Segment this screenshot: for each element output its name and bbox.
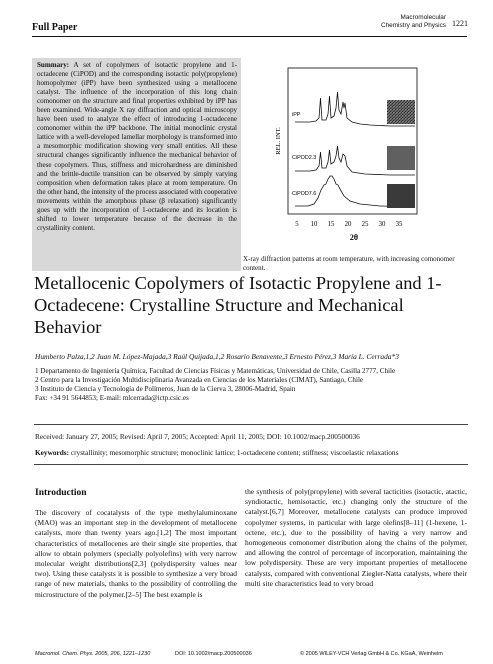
micrograph-ipp bbox=[387, 100, 415, 124]
section-label: Full Paper bbox=[32, 22, 78, 33]
summary bbox=[37, 61, 237, 233]
body-column-right: the synthesis of poly(propylene) with several tacticities (isotactic, atactic, syndiotactic, hemisotactic, etc.) changing only the structure of the catalyst.[6,7] Moreover, metallocene catalysts can produce improved copolymer systems, in particular with large olefins[8–11] (1-hexene, 1-octene, etc.), due to the possibility of having a very narrow and homogeneous comonomer distribution along the chains of the polymer, and allowing the control of percentage of incorporation, maintaining the low polydispersity. These are very important properties of metallocene catalysts, compared with conventional Ziegler-Natta catalysts, where their multi site characteristics lead to very broad bbox=[245, 487, 467, 588]
body-column-left: The discovery of cocatalysts of the type methylaluminoxane (MAO) was an important step in the development of metallocene catalysts, more than twenty years ago.[1,2] The most important characteristics of metallocenes are their single site properties, that allow to obtain polymers (specially polyolefins) with very narrow molecular weight distributions[2,3] (polydispersity values near two). Using these catalysts it is possible to synthesize a very broad range of new materials, thanks to the possibility of controlling the microstructure of the polymer.[2–5] The best example is bbox=[35, 508, 237, 599]
journal-name-line2: Chemistry and Physics bbox=[381, 22, 446, 29]
x-tick-label: 35 bbox=[395, 221, 403, 228]
received-dates: Received: January 27, 2005; Revised: April 7, 2005; Accepted: April 11, 2005; DOI: 10.1002/macp.200500036 bbox=[35, 432, 360, 441]
footer-citation: Macromol. Chem. Phys. 2005, 206, 1221–1230 bbox=[35, 651, 151, 657]
curve-label-ipp: iPP bbox=[292, 112, 301, 118]
divider bbox=[34, 424, 468, 425]
figure-caption: X-ray diffraction patterns at room temperature, with increasing comonomer content. bbox=[243, 255, 455, 272]
header-rule bbox=[32, 36, 467, 37]
contact-info: Fax: +34 91 5644853; E-mail: mlcerrada@ictp.csic.es bbox=[35, 394, 189, 402]
divider bbox=[34, 464, 468, 465]
x-tick-label: 30 bbox=[378, 221, 386, 228]
x-tick-label: 5 bbox=[295, 221, 299, 228]
curve-label-cipod76: CiPOD7.6 bbox=[292, 191, 317, 197]
x-ticks bbox=[295, 221, 403, 228]
xrd-figure bbox=[240, 58, 468, 271]
y-axis-label: REL. INT. bbox=[275, 127, 282, 155]
micrograph-cipod23 bbox=[387, 146, 415, 170]
keywords-label: Keywords: bbox=[35, 448, 70, 457]
article-title: Metallocenic Copolymers of Isotactic Propylene and 1-Octadecene: Crystalline Structure and Mechanical Behavior bbox=[34, 273, 442, 337]
affiliation-1: 1 Departamento de Ingeniería Química, Facultad de Ciencias Físicas y Matemáticas, Universidad de Chile, Casilla 2777, Chile bbox=[35, 367, 396, 375]
micrograph-cipod76 bbox=[387, 184, 415, 208]
x-tick-label: 15 bbox=[327, 221, 335, 228]
section-heading: Introduction bbox=[35, 488, 87, 498]
x-axis-label: 2θ bbox=[349, 233, 359, 242]
author-list: Humberto Palza,1,2 Juan M. López-Majada,3 Raúl Quijada,1,2 Rosario Benavente,3 Ernesto Pérez,3 María L. Cerrada*3 bbox=[35, 352, 399, 361]
affiliation-3: 3 Instituto de Ciencia y Tecnología de Polímeros, Juan de la Cierva 3, 28006-Madrid, Spain bbox=[35, 385, 296, 393]
keywords-list: crystallinity; mesomorphic structure; monoclinic lattice; 1-octadecene content; stiffness; viscoelastic relaxations bbox=[70, 448, 399, 457]
x-tick-label: 20 bbox=[344, 221, 352, 228]
keywords bbox=[35, 448, 398, 457]
summary-body: A set of copolymers of isotactic propylene and 1-octadecene (CiPOD) and the corresponding isotactic poly(propylene) homopolymer (iPP) have been synthesized using a metallocene catalyst. The influence of the incorporation of this long chain comonomer on the structure and final properties exhibited by iPP has been examined. Wide-angle X ray diffraction and optical microscopy have been used to analyze the effect of introducing 1-octadecene comonomer within the iPP backbone. The initial monoclinic crystal lattice with a well-developed lamellar morphology is transformed into a mesomorphic modification showing very small entities. All these structural changes significantly influence the mechanical behavior of these copolymers. Thus, stiffness and microhardness are diminished and the brittle-ductile transition can be observed by simply varying composition when deformation takes place at room temperature. On the other hand, the intensity of the process associated with cooperative movements within the amorphous phase (β relaxation) significantly goes up with the incorporation of 1-octadecene and its location is shifted to lower temperature because of the decrease in the crystallinity content. bbox=[37, 61, 237, 232]
x-tick-label: 10 bbox=[310, 221, 318, 228]
journal-name bbox=[358, 14, 446, 30]
page-number: 1221 bbox=[452, 19, 468, 28]
x-tick-label: 25 bbox=[361, 221, 369, 228]
journal-name-line1: Macromolecular bbox=[400, 14, 446, 21]
curve-label-cipod23: CiPOD2.3 bbox=[292, 155, 317, 161]
summary-heading: Summary: bbox=[37, 61, 70, 69]
affiliation-2: 2 Centro para la Investigación Multidisciplinaria Avanzada en Ciencias de los Materiales (CIMAT), Santiago, Chile bbox=[35, 376, 364, 384]
footer-doi: DOI: 10.1002/macp.200500036 bbox=[175, 651, 252, 657]
footer-copyright: © 2005 WILEY-VCH Verlag GmbH & Co. KGaA, Weinheim bbox=[300, 651, 443, 657]
